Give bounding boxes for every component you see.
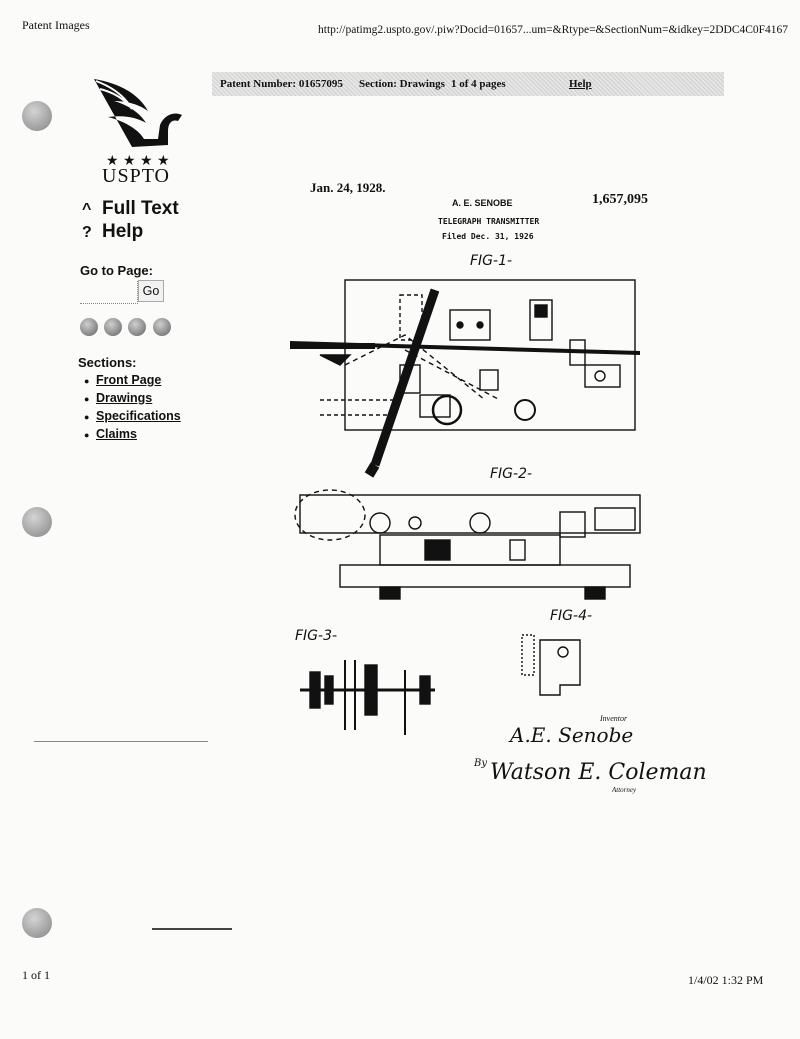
page-header-title: Patent Images (22, 18, 90, 32)
goto-page-label: Go to Page: (80, 263, 153, 278)
section-name: Section: Drawings (359, 78, 445, 90)
patent-number: Patent Number: 01657095 (220, 78, 343, 90)
sections-label: Sections: (78, 355, 137, 370)
logo-text: USPTO (102, 165, 170, 187)
section-link-specifications[interactable]: ● Specifications (84, 409, 181, 423)
patent-filed: Filed Dec. 31, 1926 (442, 232, 534, 241)
goto-page-input[interactable] (80, 281, 138, 304)
prev-page-button[interactable] (104, 318, 122, 336)
attorney-label: Attorney (612, 786, 637, 794)
eagle-icon (88, 75, 188, 170)
section-link-drawings[interactable]: ● Drawings (84, 391, 153, 405)
uspto-logo[interactable] (88, 75, 188, 190)
inventor-label: Inventor (600, 714, 628, 723)
attorney-signature: Watson E. Coleman (490, 760, 707, 785)
help-link[interactable]: Help (569, 78, 592, 90)
page-url: http://patimg2.uspto.gov/.piw?Docid=01657...um=&Rtype=&SectionNum=&idkey=2DDC4C0F4167 (318, 24, 789, 36)
punch-hole (22, 908, 52, 938)
last-page-button[interactable] (153, 318, 171, 336)
full-text-link[interactable]: ^ Full Text (82, 198, 179, 219)
page-count: 1 of 4 pages (451, 78, 506, 90)
footer-datetime: 1/4/02 1:32 PM (688, 973, 764, 987)
bullet-icon: ● (84, 430, 90, 440)
patent-drawing (285, 240, 655, 760)
divider (34, 741, 208, 742)
punch-hole (22, 507, 52, 537)
svg-text:★ ★ ★ ★: ★ ★ ★ ★ (106, 153, 170, 169)
chevron-up-icon: ^ (82, 201, 92, 218)
bullet-icon: ● (84, 376, 90, 386)
question-icon: ? (82, 224, 92, 241)
section-link-front-page[interactable]: ● Front Page (84, 373, 162, 387)
inventor-signature: A.E. Senobe (510, 723, 634, 747)
help-sidebar-link[interactable]: ? Help (82, 221, 144, 242)
patent-info-bar (212, 72, 724, 96)
patent-number-printed: 1,657,095 (592, 192, 648, 207)
section-link-claims[interactable]: ● Claims (84, 427, 137, 441)
bullet-icon: ● (84, 394, 90, 404)
patent-date: Jan. 24, 1928. (310, 180, 386, 195)
punch-hole (22, 101, 52, 131)
next-page-button[interactable] (128, 318, 146, 336)
divider (152, 928, 232, 930)
fig1-label: FIG-1- (470, 253, 513, 269)
first-page-button[interactable] (80, 318, 98, 336)
go-button[interactable]: Go (138, 280, 164, 302)
bullet-icon: ● (84, 412, 90, 422)
patent-inventor-header: A. E. SENOBE (452, 198, 513, 208)
patent-title: TELEGRAPH TRANSMITTER (438, 217, 540, 226)
fig4-label: FIG-4- (550, 608, 593, 624)
fig2-label: FIG-2- (490, 466, 533, 482)
fig1-baseplate (345, 280, 635, 430)
by-label: By (474, 758, 487, 769)
fig3-label: FIG-3- (295, 628, 338, 644)
footer-page: 1 of 1 (22, 968, 50, 982)
